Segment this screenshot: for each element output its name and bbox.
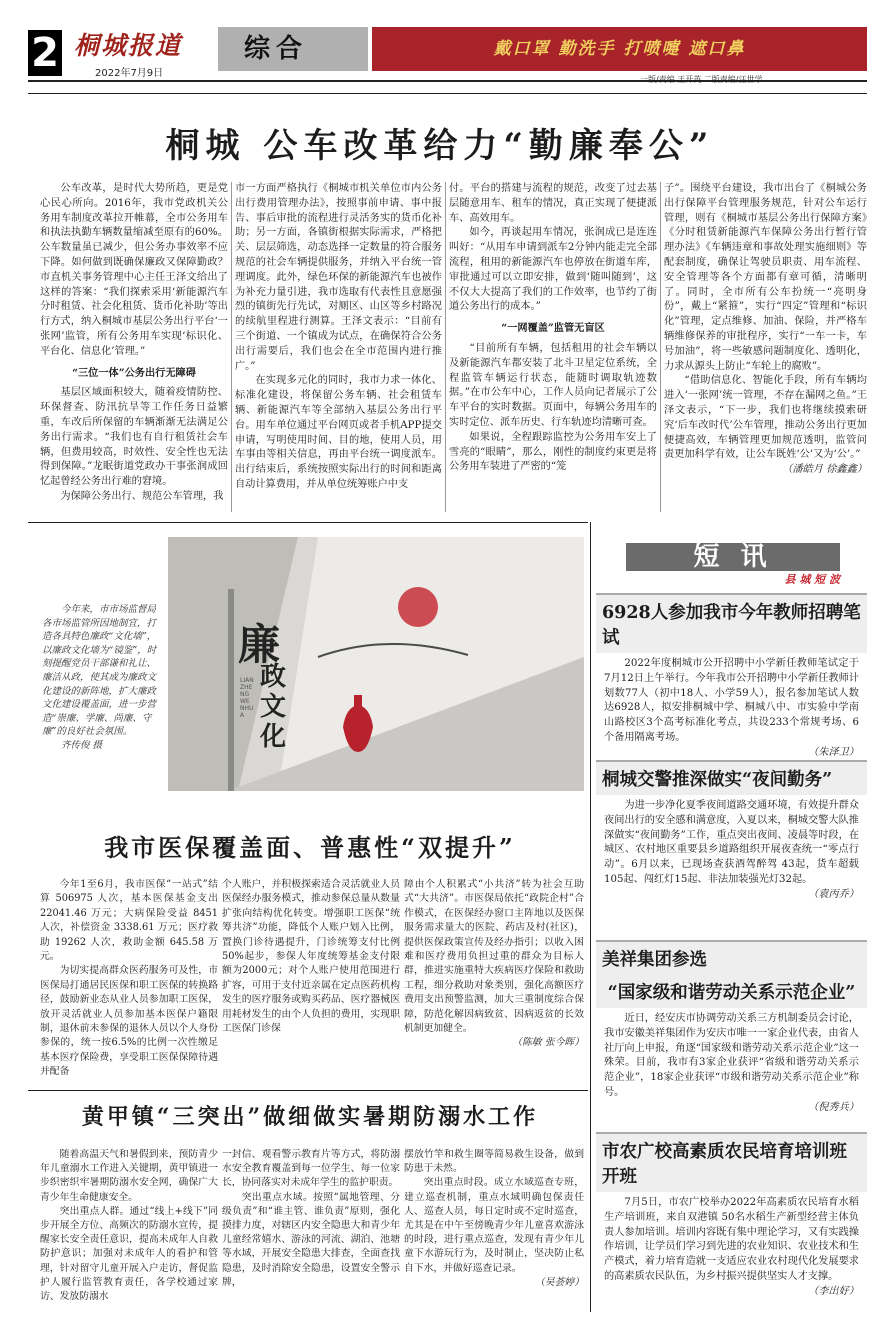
banner-main: 短 讯: [626, 543, 840, 571]
photo-caption: [42, 603, 164, 753]
story2-headline: 我市医保覆盖面、普惠性“双提升”: [104, 833, 516, 862]
lead-column-1: [40, 182, 228, 505]
byline: （吴荟婷）: [535, 1276, 584, 1288]
section-rule: [28, 522, 588, 523]
header-rule-thin: [28, 93, 867, 94]
paragraph: 如今，再谈起用车情况，张润成已是连连叫好：“从用车申请到派车2分钟内能走完全部流程，租用的新能源汽车也停放在街道车库，审批通过可以立即安排，做到‘随叫随到’，这不仅大大提高了我们的工作效率，也节约了街道公务出行的成本。”: [449, 227, 657, 313]
story3-column-2: [222, 1148, 400, 1290]
brief-title: 市农广校高素质农民培育培训班开班: [596, 1132, 867, 1192]
paragraph: 今年1至6月，我市医保“一站式”结算 506975 人次，基本医保基金支出 22041.46 万元；大病保险受益 8451 人次，补偿资金 3338.61 万元；医疗救助 19262 人次，救助金额 645.58 万元。: [40, 879, 218, 963]
story2-column-3: [404, 878, 584, 1051]
story2-column-2: [222, 878, 400, 1036]
paragraph: 突出重点时段。成立水域巡查专班，建立巡查机制，重点水域明确包保责任人、巡查人员，每日定时或不定时巡查，尤其是在中午至傍晚青少年儿童喜欢游泳的时段，进行重点巡查，发现有青少年儿童下水游玩行为，及时制止，坚决防止私自下水，并做好巡查记录。: [404, 1177, 584, 1274]
caption-text: 今年来，市市场监督局各市场监管所因地制宜，打造各具特色廉政“文化墙”，以廉政文化墙为“镜鉴”，时刻提醒党员干部谦和礼让、廉洁从政，使其成为廉政文化建设的新阵地，扩大廉政文化建设覆盖面，进一步营造“崇廉、学廉、尚廉、守廉”的良好社会氛围。: [42, 604, 157, 738]
paragraph: 子”。围绕平台建设，我市出台了《桐城公务出行保障平台管理服务规范，针对公车运行管理，则有《桐城市基层公务出行保障方案》《分时租赁新能源汽车保障公务出行暂行管理办法》《车辆违章和事故处理实施细则》等配套制度，确保让驾驶员职责、用车流程、安全管理等各个方面都有章可循，清晰明了。同时，全市所有公车扮统一“亮明身份”，戴上“紧箍”，实行“四定”管理和“标识化”管理，定点维修、加油、保险，并严格车辆维修保养的审批程序，实行“一车一卡，车号加油”，将一些敏感问题制度化、透明化，力求从源头上防止“车轮上的腐败”。: [664, 183, 867, 372]
editors-line: 一版/责编 王开英 二版责编/汪世学: [640, 75, 763, 84]
column-divider: [445, 182, 446, 512]
section-rule: [28, 1090, 588, 1091]
photo-credit: 齐传俊 摄: [61, 739, 103, 751]
wall-photo-graphic: [168, 537, 584, 791]
paragraph: 突出重点人群。通过“线上+线下”同步开展全方位、高频次的防溺水宣传，提醒家长安全责任意识，提高未成年人自救防护意识；加强对未成年人的看护和管理，针对留守儿童开展入户走访，督促监护人履行监管教育责任，各学校通过家访、发放防溺水: [40, 1205, 218, 1303]
byline: （李出好）: [808, 1285, 859, 1297]
subheading: “三位一体”公务出行无障碍: [72, 366, 196, 379]
brief-text: 为进一步净化夏季夜间道路交通环境，有效提升群众夜间出行的安全感和满意度，入夏以来，桐城交警大队推深做实“夜间勤务”工作，重点突出夜间、凌晨等时段，在城区、农村地区重要县乡道路组织开展夜查统一“零点行动”。6月以来，已现场查获酒驾醉驾 43起，货车超载105起、闯红灯15起、非法加装强光灯32起。: [604, 800, 859, 885]
wall-title: 政文化: [260, 662, 287, 752]
paragraph: 公车改革，是时代大势所趋，更是党心民心所向。2016年，我市党政机关公务用车制度改革拉开帷幕，全市公务用车和执法执勤车辆数量缩减至原有的60%。公车数量虽已减少，但公务办事效率不应下降。如何做到既确保廉政又保障勤政？市直机关事务管理中心主任王泽文给出了这样的答案：“我们探索采用‘新能源汽车分时租赁、社会化租赁、货币化补助’等出行方式，纳入桐城市基层公务出行平台‘一张网’监管，所有公务用车实现‘标识化、平台化、信息化’管理。”: [40, 183, 228, 357]
paragraph: 障由个人积累式“小共济”转为社会互助式“大共济”。市医保局依托“政院企村”合作模式，在医保经办窗口主阵地以及医保服务需求量大的医院、药店及村(社区)，提供医保政策宣传及经办指引；以收入困难和医疗费用负担过重的群众为目标人群，推进实施重特大疾病医疗保险和救助工程，细分救助对象类别，强化高额医疗费用支出预警监测，加大三重制度综合保障，防范化解因病致贫、因病返贫的长效机制更加健全。: [404, 879, 584, 1035]
byline: （倪秀兵）: [808, 1101, 859, 1113]
brief-title: 6928人参加我市今年教师招聘笔试: [596, 593, 867, 653]
lead-headline: 桐城 公车改革给力“勤廉奉公”: [165, 126, 715, 166]
brief-item: [596, 1132, 867, 1304]
health-slogan-banner: 戴口罩 勤洗手 打喷嚏 遮口鼻: [372, 27, 867, 71]
column-divider: [231, 182, 232, 512]
paragraph: 突出重点水域。按照“属地管理、分级负责”和“谁主管、谁负责”原则，强化摸排力度，对辖区内安全隐患大和青少年儿童经常嬉水、游泳的河流、湖泊、池塘等水域，开展安全隐患大排查，全面查找隐患，及时消除安全隐患，设置安全警示牌，: [222, 1191, 400, 1288]
brief-text: 7月5日，市农广校举办2022年高素质农民培育水稻生产培训班，来自双港镇 50名水稻生产新型经营主体负责人参加培训。培训内容既有集中理论学习，又有实践操作培训，让学员们学习到先进的农业知识、农业技术和生产模式，着力培育造就一支适应农业农村现代化发展要求的高素质农民队伍，为乡村振兴提供坚实人才支撑。: [604, 1197, 859, 1282]
byline: （袁丙乔）: [808, 888, 859, 900]
paragraph: 摆放竹竿和救生圈等简易救生设备，做到防患于未然。: [404, 1149, 584, 1175]
brief-title: 桐城交警推深做实“夜间勤务”: [596, 760, 867, 795]
issue-date: 2022年7月9日: [95, 68, 164, 79]
paragraph: 在实现多元化的同时，我市力求一体化、标准化建设，将保留公务车辆、社会租赁车辆、新能源汽车等全部纳入基层公务出行平台。用车单位通过平台网页或者手机APP提交申请，写明使用时间、目的地，使用人员，用车事由等相关信息，再由平台统一调度派车。出行结束后，系统按照实际出行的时间和距离自动计算费用，并从单位统筹账户中支: [235, 375, 442, 490]
newspaper-name: 桐城报道: [74, 31, 183, 60]
byline: （朱泽卫）: [808, 746, 859, 758]
lead-column-4: [664, 182, 867, 478]
paragraph: “借助信息化、智能化手段，所有车辆均进入‘一张网’统一管理，不存在漏网之鱼。”王泽文表示，“下一步，我们也将继续摸索研究‘后车改时代’公车管理，推动公务出行更加便捷高效，车辆管理更加规范透明，监管问责更加科学有效，让公车既姓‘公’又为‘公’。”: [664, 375, 867, 461]
byline: （陈敏 张今晖）: [512, 1037, 584, 1049]
paragraph: 市一方面严格执行《桐城市机关单位市内公务出行费用管理办法》，按照事前申请、事中报告、事后审批的流程进行灵活务实的货币化补助；另一方面，各镇街根据实际需求，严格把关、层层筛选，动态选择一定数量的符合服务规范的社会车辆提供服务，并纳入平台统一管理调度。此外，绿色环保的新能源汽车也被作为补充力量引进，我市选取有代表性且意愿强烈的镇街先行先试，对厕区、山区等乡村路况的续航里程进行测算。王泽文表示：“目前有三个街道、一个镇成为试点，在确保符合公务出行需要后，我们也会在全市范围内进行推广。”: [235, 183, 442, 372]
brief-title: 美祥集团参选: [596, 940, 867, 975]
page-number: 2: [28, 30, 62, 76]
paragraph: 随着高温天气和暑假到来，预防青少年儿童溺水工作进入关键期，黄甲镇进一步织密织牢暑期防溺水安全网，确保广大青少年生命健康安全。: [40, 1149, 218, 1203]
paragraph: 如果说，全程跟踪监控为公务用车安上了雪亮的“眼睛”，那么，刚性的制度约束更是将公务用车装进了严密的“笼: [449, 431, 657, 473]
lead-column-2: [235, 182, 442, 493]
brief-item: [596, 940, 867, 1120]
subheading: “一网覆盖”监管无盲区: [501, 322, 605, 335]
paragraph: 为切实提高群众医药服务可及性，市医保局打通居民医保和职工医保的转换路径，鼓励新业态从业人员参加职工医保，放开灵活就业人员参加基本医保户籍限制，退休前未参保的退休人员以个人身份参保的，统一按6.5%的比例一次性缴足基本医疗保险费，享受职工医保保障待遇并配备: [40, 965, 218, 1078]
story3-column-3: [404, 1148, 584, 1290]
wall-pinyin: LIANZHENGWENHUA: [240, 677, 254, 719]
briefs-banner: [626, 542, 840, 586]
section-title: 综合: [218, 27, 368, 71]
briefs-divider: [590, 522, 591, 1312]
column-divider: [660, 182, 661, 512]
brief-text: 2022年度桐城市公开招聘中小学新任教师笔试定于7月12日上午举行。今年我市公开招聘中小学新任教师计划数77人（初中18人、小学59人），报名参加笔试人数达6928人，拟安排桐城中学、桐城八中、市实验中学南山路校区3个高考标准化考点，共设233个常规考场、6个备用隔离考场。: [604, 658, 859, 743]
story3-column-1: [40, 1148, 218, 1304]
paragraph: 付。平台的搭建与流程的规范，改变了过去基层随意用车、租车的情况，真正实现了便捷派车、高效用车。: [449, 183, 657, 224]
paragraph: 一封信、观看警示教育片等方式，将防溺水安全教育覆盖到每一位学生、每一位家长，协同落实对未成年学生的监护职责。: [222, 1149, 400, 1189]
anti-corruption-wall-photo: [168, 537, 584, 791]
story3-headline: 黄甲镇“三突出”做细做实暑期防溺水工作: [81, 1104, 539, 1130]
brief-item: [596, 593, 867, 765]
paragraph: 个人账户，并积极探索适合灵活就业人员医保经办服务模式，推动参保总量从数量扩张向结构优化转变。增强职工医保“统筹共济”功能，降低个人账户划入比例，置换门诊待遇提升，门诊统筹支付比例50%起步，参保人年度统筹基金支付限额为2000元；对个人账户使用范围进行扩容，可用于支付近亲属在定点医药机构发生的医疗服务或购买药品、医疗器械医用耗材发生的由个人负担的费用，实现职工医保门诊保: [222, 879, 400, 1035]
byline: （潘皓月 徐鑫鑫）: [782, 464, 867, 476]
banner-sub: 县 城 短 波: [784, 573, 840, 586]
brief-text: 近日，经安庆市协调劳动关系三方机制委员会讨论，我市安徽美祥集团作为安庆市唯一一家企业代表，由省人社厅向上申报，角逐“国家级和谐劳动关系示范企业”这一殊荣。目前，我市有3家企业获评“省级和谐劳动关系示范企业”，18家企业获评“市级和谐劳动关系示范企业”称号。: [604, 1013, 859, 1098]
paragraph: 为保障公务出行、规范公车管理，我: [60, 490, 224, 502]
brief-title-line2: “国家级和谐劳动关系示范企业”: [596, 975, 867, 1008]
paragraph: 基层区域面积较大，随着疫情防控、环保督查、防汛抗旱等工作任务日益繁重，车改后所保留的车辆渐渐无法满足公务出行需求。“我们也有自行租赁社会车辆，但费用较高，时效性、安全性也无法得到保障。”龙眠街道党政办干事张润成回忆起曾经公务出行难的窘境。: [40, 387, 228, 488]
brief-item: [596, 760, 867, 907]
wall-big-character: 廉: [238, 620, 281, 669]
paragraph: “目前所有车辆，包括租用的社会车辆以及新能源汽车都安装了北斗卫星定位系统，全程监管车辆运行状态，能随时调取轨迹数据。”在市公车中心，工作人员向记者展示了公车平台的实时数据。页面中，每辆公务用车的实时定位、派车历史、行车轨迹均清晰可查。: [449, 342, 657, 428]
story2-column-1: [40, 878, 218, 1080]
lead-column-3: [449, 182, 657, 475]
